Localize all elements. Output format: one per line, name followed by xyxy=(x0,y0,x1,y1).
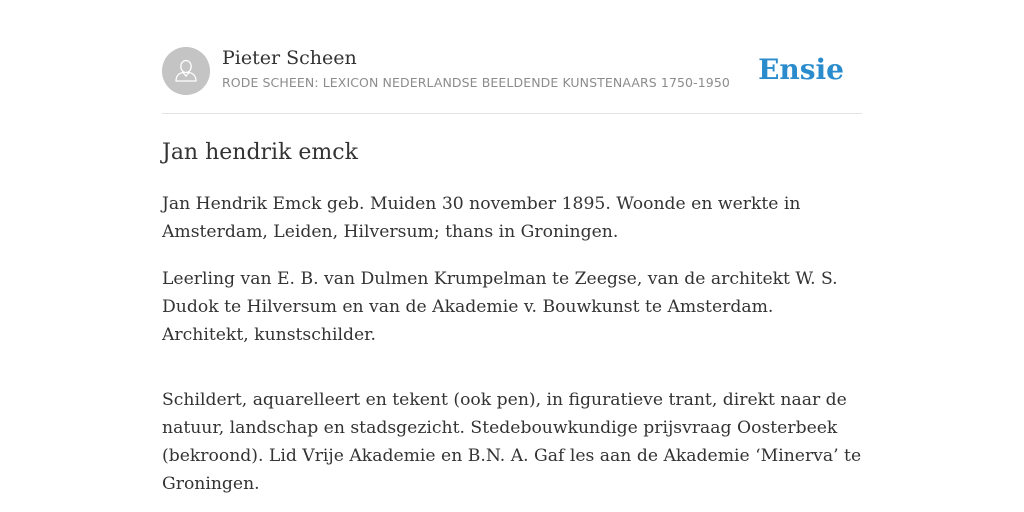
ensie-logo[interactable]: Ensie xyxy=(758,53,844,86)
author-avatar[interactable] xyxy=(162,47,210,95)
author-name[interactable]: Pieter Scheen xyxy=(222,47,357,69)
source-title[interactable]: RODE SCHEEN: LEXICON NEDERLANDSE BEELDENDE KUNSTENAARS 1750-1950 xyxy=(222,75,730,90)
article-paragraph: Schildert, aquarelleert en tekent (ook pen), in figuratieve trant, direkt naar de natuur, landschap en stadsgezicht. Stedebouwkundige prijsvraag Oosterbeek (bekroond). Lid Vrije Akademie en B.N. A. Gaf les aan de Akademie ‘Minerva’ te Groningen. xyxy=(162,390,862,494)
article-title: Jan hendrik emck xyxy=(162,140,358,165)
article-paragraph: Jan Hendrik Emck geb. Muiden 30 november 1895. Woonde en werkte in Amsterdam, Leiden, Hilversum; thans in Groningen. xyxy=(162,194,801,242)
user-icon xyxy=(162,47,210,95)
article-content xyxy=(162,138,862,512)
article-header xyxy=(162,46,862,114)
article-paragraph: Leerling van E. B. van Dulmen Krumpelman te Zeegse, van de architekt W. S. Dudok te Hilversum en van de Akademie v. Bouwkunst te Amsterdam. Architekt, kunstschilder. xyxy=(162,269,838,345)
